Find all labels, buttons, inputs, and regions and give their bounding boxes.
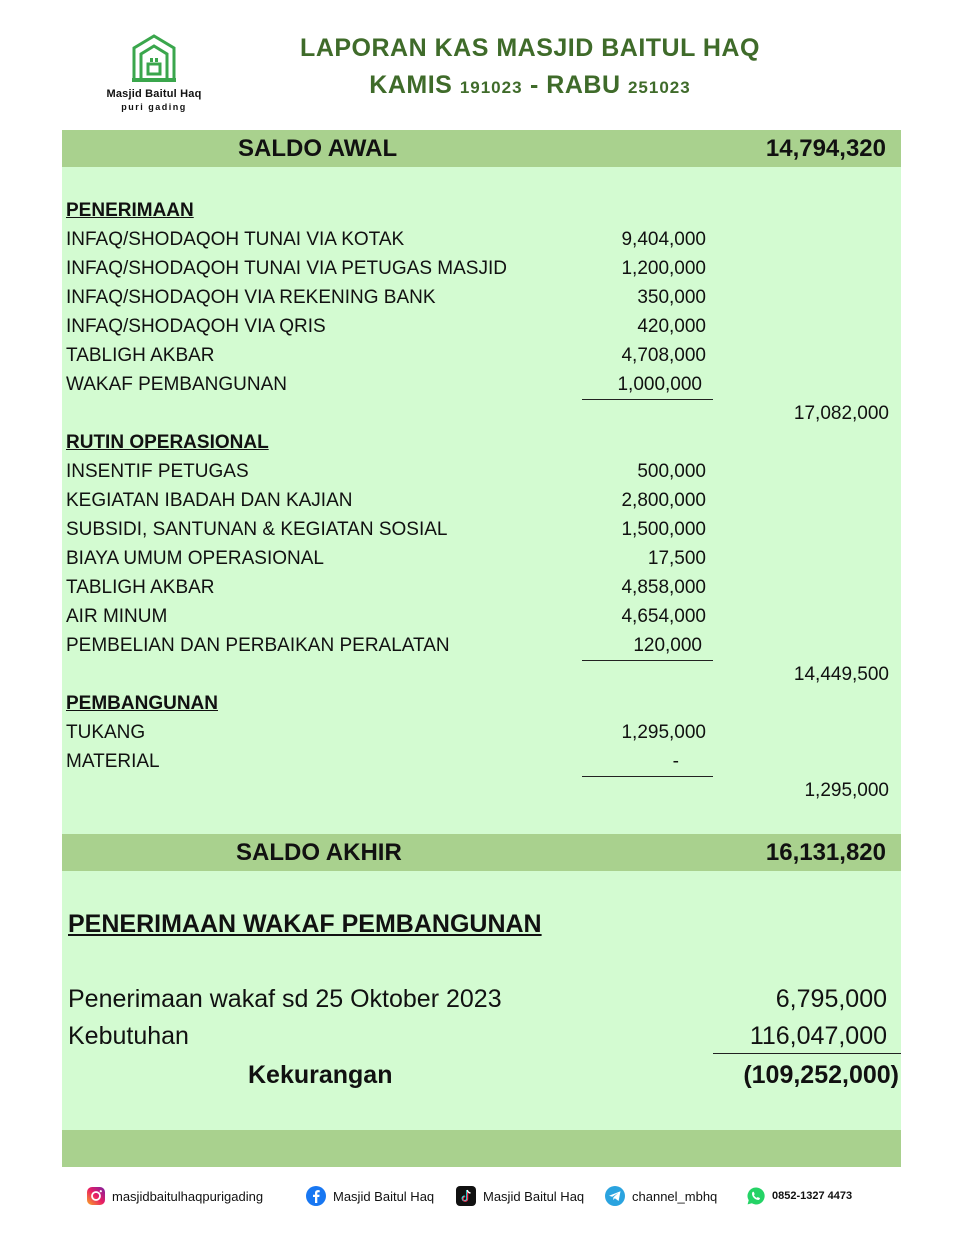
- wakaf-received-value: 6,795,000: [775, 985, 887, 1013]
- wakaf-title: PENERIMAAN WAKAF PEMBANGUNAN: [68, 910, 542, 938]
- row-label: INSENTIF PETUGAS: [66, 461, 249, 482]
- row-label: AIR MINUM: [66, 606, 168, 627]
- period-date-start: 191023: [459, 78, 523, 97]
- tiktok-icon: [455, 1185, 477, 1207]
- whatsapp-number: 0852-1327 4473: [772, 1190, 853, 1202]
- table-row: [66, 720, 896, 749]
- period-dash: -: [530, 71, 539, 99]
- saldo-awal-band: [62, 130, 901, 167]
- facebook-icon: [305, 1185, 327, 1207]
- logo-name: Masjid Baitul Haq: [106, 88, 202, 100]
- saldo-awal-label: SALDO AWAL: [238, 135, 398, 162]
- subtotal-row: [66, 401, 896, 430]
- row-label: PEMBELIAN DAN PERBAIKAN PERALATAN: [66, 635, 450, 656]
- facebook-link[interactable]: [305, 1183, 434, 1209]
- row-amount: [582, 751, 713, 777]
- pembangunan-total: 1,295,000: [804, 780, 889, 801]
- period-day-start: KAMIS: [369, 71, 453, 99]
- row-amount-text: 1,000,000: [617, 374, 702, 395]
- table-row: [66, 517, 896, 546]
- table-row: [66, 488, 896, 517]
- table-row: [66, 343, 896, 372]
- wakaf-received-row: [68, 985, 898, 1021]
- report-panel: [62, 130, 901, 1167]
- row-amount: 17,500: [647, 548, 706, 569]
- table-row: [66, 314, 896, 343]
- row-label: MATERIAL: [66, 751, 160, 772]
- wakaf-received-label: Penerimaan wakaf sd 25 Oktober 2023: [68, 985, 502, 1013]
- row-amount-text: -: [672, 751, 679, 772]
- facebook-name: Masjid Baitul Haq: [333, 1188, 435, 1204]
- table-row: [66, 227, 896, 256]
- wakaf-need-value: 116,047,000: [713, 1022, 901, 1054]
- row-amount: 2,800,000: [621, 490, 706, 511]
- penerimaan-total: 17,082,000: [793, 403, 889, 424]
- telegram-icon: [604, 1185, 626, 1207]
- row-label: TABLIGH AKBAR: [66, 577, 215, 598]
- whatsapp-link[interactable]: [746, 1183, 852, 1209]
- mosque-logo-icon: [130, 34, 178, 84]
- wakaf-need-label: Kebutuhan: [68, 1022, 189, 1050]
- pembangunan-heading: PEMBANGUNAN: [66, 693, 218, 714]
- telegram-channel: channel_mbhq: [632, 1188, 718, 1204]
- bottom-band: [62, 1130, 901, 1167]
- section-heading: [66, 198, 896, 227]
- row-label: INFAQ/SHODAQOH TUNAI VIA KOTAK: [66, 229, 405, 250]
- table-row: [66, 546, 896, 575]
- row-amount: 4,708,000: [621, 345, 706, 366]
- table-row: [66, 575, 896, 604]
- masjid-logo: [92, 34, 222, 114]
- penerimaan-heading: PENERIMAAN: [66, 200, 194, 221]
- row-amount: 1,295,000: [621, 722, 706, 743]
- row-label: KEGIATAN IBADAH DAN KAJIAN: [66, 490, 353, 511]
- tiktok-name: Masjid Baitul Haq: [483, 1188, 585, 1204]
- table-row: [66, 604, 896, 633]
- tiktok-link[interactable]: [455, 1183, 584, 1209]
- table-row: [66, 256, 896, 285]
- table-row: [66, 633, 896, 662]
- instagram-link[interactable]: [86, 1183, 263, 1209]
- table-row: [66, 459, 896, 488]
- saldo-akhir-band: [62, 834, 901, 871]
- report-period: [250, 71, 810, 100]
- social-footer: [86, 1183, 886, 1209]
- report-title: LAPORAN KAS MASJID BAITUL HAQ: [300, 34, 760, 62]
- row-amount: 420,000: [637, 316, 706, 337]
- row-label: INFAQ/SHODAQOH VIA QRIS: [66, 316, 326, 337]
- row-amount: 4,654,000: [621, 606, 706, 627]
- period-date-end: 251023: [627, 78, 691, 97]
- wakaf-shortfall-row: [68, 1061, 898, 1097]
- row-label: SUBSIDI, SANTUNAN & KEGIATAN SOSIAL: [66, 519, 448, 540]
- wakaf-shortfall-value: (109,252,000): [743, 1061, 899, 1089]
- instagram-handle: masjidbaitulhaqpurigading: [112, 1188, 264, 1204]
- row-label: INFAQ/SHODAQOH VIA REKENING BANK: [66, 287, 436, 308]
- saldo-awal-value: 14,794,320: [765, 135, 886, 162]
- row-label: BIAYA UMUM OPERASIONAL: [66, 548, 324, 569]
- row-amount: 1,200,000: [621, 258, 706, 279]
- telegram-link[interactable]: [604, 1183, 717, 1209]
- row-amount: [582, 635, 713, 661]
- rutin-total: 14,449,500: [793, 664, 889, 685]
- row-label: INFAQ/SHODAQOH TUNAI VIA PETUGAS MASJID: [66, 258, 507, 279]
- logo-subtitle: puri gading: [121, 102, 187, 112]
- wakaf-need-row: [68, 1022, 898, 1058]
- wakaf-shortfall-label: Kekurangan: [248, 1061, 393, 1089]
- row-amount: 500,000: [637, 461, 706, 482]
- row-amount: 9,404,000: [621, 229, 706, 250]
- table-row: [66, 285, 896, 314]
- row-label: TUKANG: [66, 722, 146, 743]
- instagram-icon: [86, 1186, 106, 1206]
- row-label: TABLIGH AKBAR: [66, 345, 215, 366]
- table-row: [66, 749, 896, 778]
- row-amount-text: 120,000: [633, 635, 702, 656]
- row-label: WAKAF PEMBANGUNAN: [66, 374, 287, 395]
- row-amount: 4,858,000: [621, 577, 706, 598]
- subtotal-row: [66, 662, 896, 691]
- row-amount: [582, 374, 713, 400]
- row-amount: 1,500,000: [621, 519, 706, 540]
- whatsapp-icon: [746, 1186, 766, 1206]
- section-heading: [66, 691, 896, 720]
- row-amount: 350,000: [637, 287, 706, 308]
- rutin-heading: RUTIN OPERASIONAL: [66, 432, 269, 453]
- section-heading: [66, 430, 896, 459]
- period-day-end: RABU: [546, 71, 621, 99]
- subtotal-row: [66, 778, 896, 807]
- saldo-akhir-value: 16,131,820: [765, 839, 886, 866]
- saldo-akhir-label: SALDO AKHIR: [236, 839, 402, 866]
- table-row: [66, 372, 896, 401]
